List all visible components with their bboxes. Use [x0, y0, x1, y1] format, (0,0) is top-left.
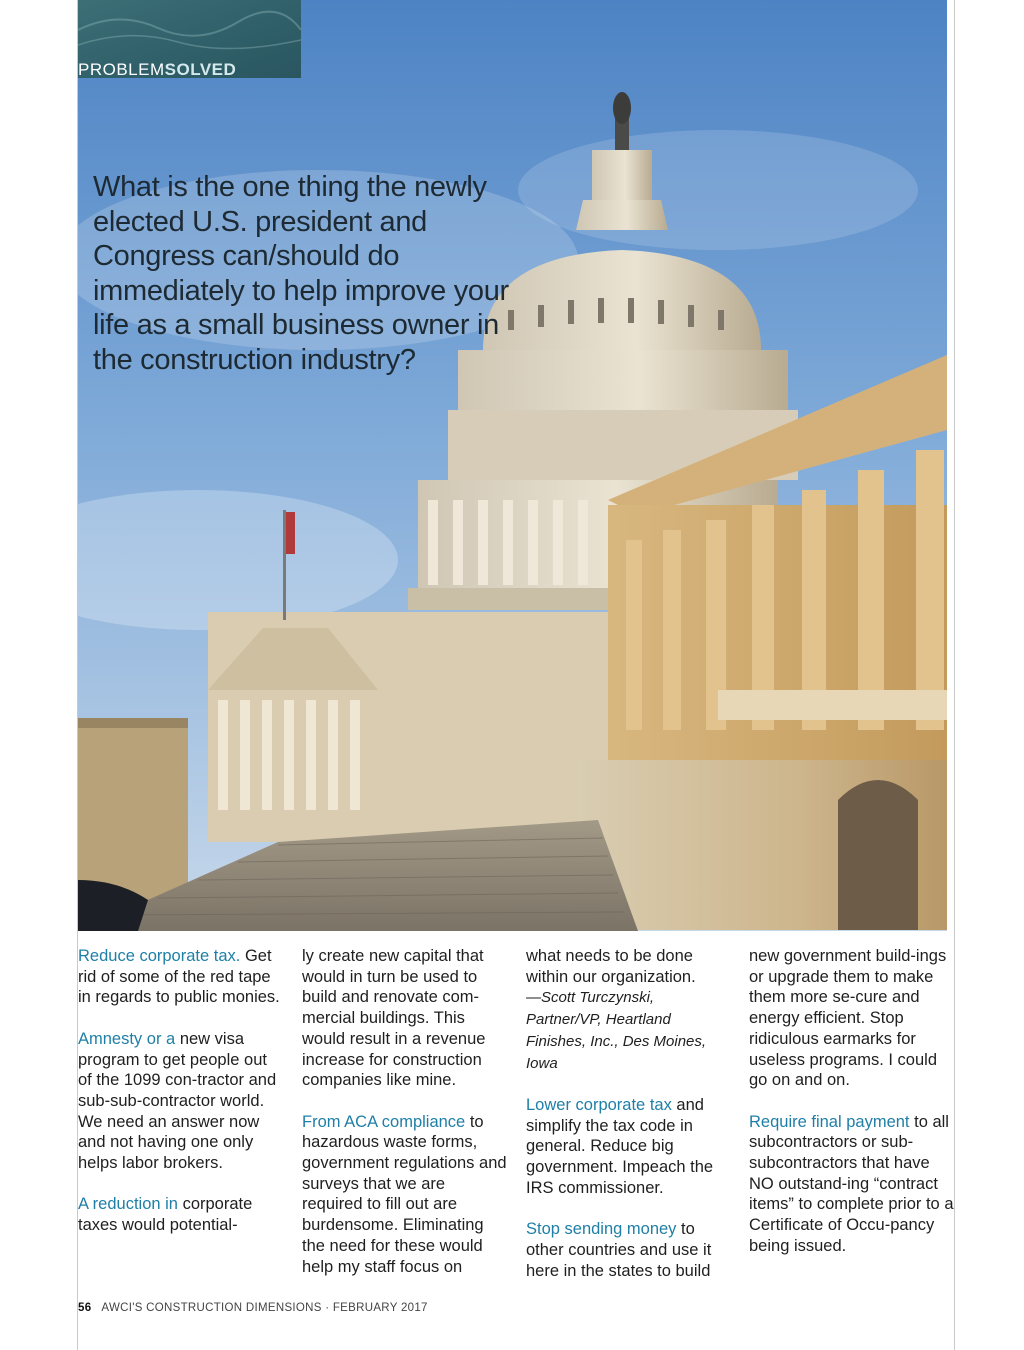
body-text: corporate taxes would potential-	[78, 1195, 253, 1235]
body-text: to other countries and use it here in the states to build	[526, 1220, 712, 1280]
paragraph	[526, 1219, 731, 1281]
body-text: to all subcontractors or sub-subcontractors that have NO outstand-ing “contract items” to complete prior to a Certificate of Occu-pancy being issued.	[749, 1112, 954, 1255]
body-text: and simplify the tax code in general. Reduce big government. Impeach the IRS commissioner.	[526, 1095, 714, 1197]
page-number: 56	[78, 1302, 92, 1314]
tab-texture	[78, 0, 301, 60]
section-label	[78, 60, 236, 80]
lead-in: Reduce corporate tax.	[78, 947, 241, 965]
lead-in: Require final payment	[749, 1112, 910, 1131]
column-1	[78, 946, 283, 1257]
paragraph	[526, 946, 731, 1074]
hero-photo	[78, 0, 947, 931]
page-footer	[78, 1302, 428, 1314]
lead-in: Lower corporate tax	[526, 1095, 672, 1114]
paragraph	[78, 946, 283, 1008]
headline: What is the one thing the newly elected U.S. president and Congress can/should do immediately to help improve your life as a small business owner in the construction industry?	[93, 171, 509, 376]
body-text: new visa program to get people out of the 1099 con-tractor and sub-sub-contractor world. We need an answer now and not having one only helps labor brokers.	[78, 1029, 277, 1173]
paragraph	[302, 1112, 507, 1278]
article-columns	[78, 946, 954, 1286]
paragraph	[749, 1112, 954, 1257]
body-text: ly create new capital that would in turn be used to build and renovate com-mercial buildings. This would result in a revenue increase for construction companies like mine.	[302, 947, 486, 1090]
attribution: —Scott Turczynski, Partner/VP, Heartland Finishes, Inc., Des Moines, Iowa	[526, 989, 707, 1072]
paragraph	[749, 946, 954, 1091]
paragraph	[78, 1029, 283, 1174]
paragraph	[78, 1194, 283, 1235]
lead-in: Stop sending money	[526, 1220, 677, 1239]
page-rule-right	[954, 0, 955, 1350]
paragraph	[302, 946, 507, 1091]
column-2	[302, 946, 507, 1298]
publication-info: AWCI'S CONSTRUCTION DIMENSIONS · FEBRUARY 2017	[101, 1302, 428, 1314]
column-4	[749, 946, 954, 1277]
lead-in: A reduction in	[78, 1195, 178, 1214]
body-text: what needs to be done within our organization.	[526, 947, 696, 986]
capitol-illustration	[78, 0, 947, 931]
section-label-part2: SOLVED	[164, 60, 237, 79]
lead-in: From ACA compliance	[302, 1112, 466, 1131]
lead-in: Amnesty or a	[78, 1029, 176, 1048]
body-text: to hazardous waste forms, government regulations and surveys that we are required to fill out are burdensome. Eliminating the need for these would help my staff focus on	[302, 1112, 507, 1276]
body-text: new government build-ings or upgrade them to make them more se-cure and energy efficient. Stop ridiculous earmarks for useless programs. I could go on and on.	[749, 947, 947, 1090]
paragraph	[526, 1095, 731, 1199]
column-3	[526, 946, 731, 1302]
section-label-part1: PROBLEM	[78, 60, 165, 79]
body-text: Get rid of some of the red tape in regards to public monies.	[78, 947, 280, 1007]
